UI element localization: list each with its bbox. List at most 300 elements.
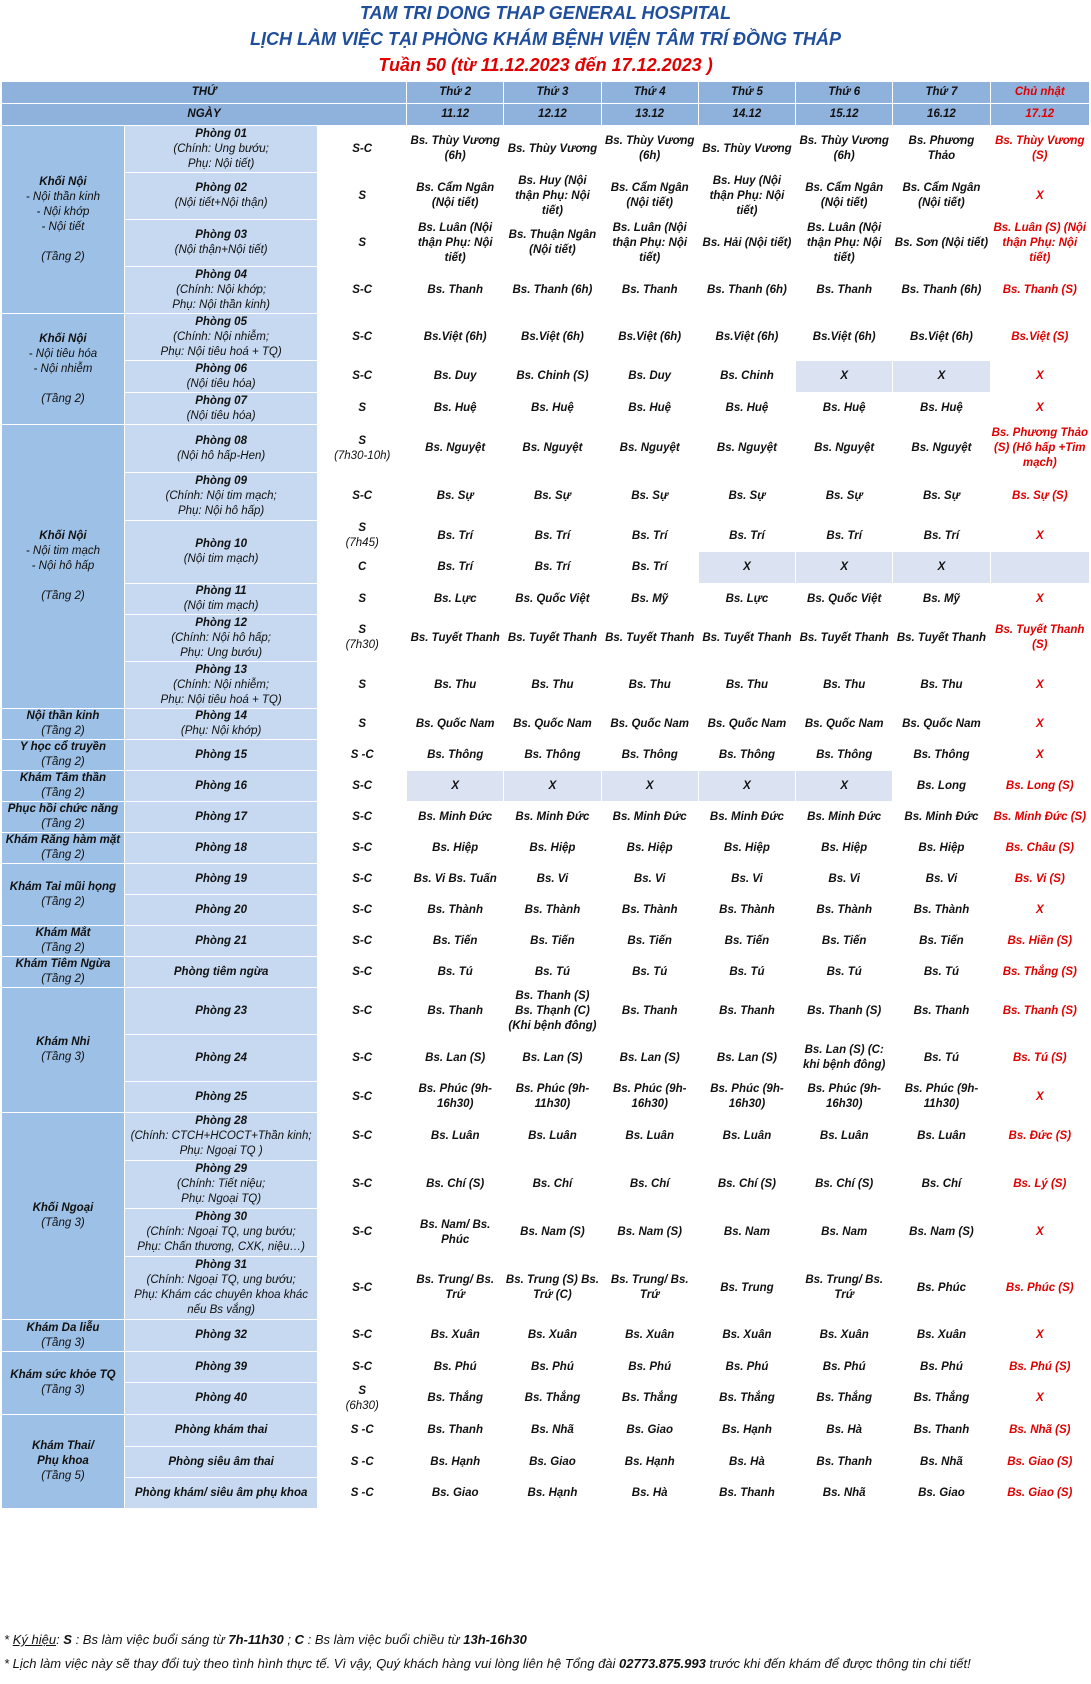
room-name: Phòng 11 bbox=[195, 585, 247, 597]
doctor-name: Bs. Thùy Vương (6h) bbox=[604, 135, 695, 162]
doctor-name: X bbox=[1035, 189, 1044, 202]
doctor-cell bbox=[504, 220, 601, 267]
doctor-cell bbox=[796, 1113, 893, 1161]
room-cell bbox=[124, 662, 317, 709]
doctor-name: Bs. Xuân bbox=[722, 1329, 772, 1341]
sunday-doctor-cell bbox=[990, 220, 1089, 267]
doctor-cell bbox=[698, 1257, 795, 1320]
doctor-cell bbox=[601, 361, 698, 393]
shift-cell: S -C bbox=[318, 1415, 407, 1447]
doctor-name: Bs. Phúc (9h-16h30) bbox=[710, 1083, 784, 1110]
shift-cell: S bbox=[318, 709, 407, 740]
doctor-name: Bs. Quốc Nam bbox=[415, 717, 495, 730]
doctor-name: Bs.Việt (6h) bbox=[423, 330, 487, 343]
doctor-cell bbox=[407, 220, 504, 267]
doctor-cell bbox=[796, 267, 893, 314]
doctor-cell bbox=[796, 126, 893, 173]
shift-cell: S-C bbox=[318, 126, 407, 173]
doctor-name: Bs. Sự bbox=[631, 490, 669, 502]
doctor-name: X bbox=[840, 779, 849, 792]
doctor-cell bbox=[893, 173, 990, 220]
department-name: Nội thần kinh bbox=[26, 710, 100, 722]
doctor-cell bbox=[796, 173, 893, 220]
doctor-cell bbox=[698, 1415, 795, 1447]
sunday-doctor-cell bbox=[990, 1415, 1089, 1447]
room-name: Phòng 29 bbox=[195, 1163, 247, 1175]
doctor-name: Bs. Huệ bbox=[725, 402, 769, 414]
doctor-cell bbox=[698, 173, 795, 220]
day-label: Thứ 6 bbox=[796, 82, 893, 104]
doctor-cell bbox=[698, 584, 795, 615]
doctor-cell bbox=[698, 267, 795, 314]
doctor-cell bbox=[698, 1209, 795, 1257]
doctor-name: Bs. Cẩm Ngân (Nội tiết) bbox=[610, 182, 689, 209]
doctor-cell bbox=[796, 833, 893, 864]
shift-cell: S-C bbox=[318, 833, 407, 864]
doctor-name: Bs. Phú bbox=[822, 1360, 866, 1373]
doctor-cell bbox=[601, 126, 698, 173]
schedule-row bbox=[2, 173, 1090, 220]
doctor-name: X bbox=[937, 561, 946, 573]
doctor-cell bbox=[407, 425, 504, 473]
department-cell bbox=[2, 740, 125, 771]
sunday-doctor-cell bbox=[990, 833, 1089, 864]
room-cell bbox=[124, 314, 317, 361]
doctor-cell bbox=[407, 1352, 504, 1383]
doctor-name: Bs. Luân bbox=[722, 1130, 772, 1142]
doctor-cell bbox=[504, 1478, 601, 1509]
doctor-cell bbox=[601, 552, 698, 584]
doctor-cell bbox=[698, 425, 795, 473]
date-label: 12.12 bbox=[504, 104, 601, 126]
sunday-doctor-cell bbox=[990, 926, 1089, 957]
doctor-name: X bbox=[743, 779, 751, 792]
room-specialty: (Nội tiêu hóa) bbox=[186, 409, 256, 422]
department-name: Khám Tiêm Ngừa bbox=[15, 958, 111, 970]
doctor-cell bbox=[796, 314, 893, 361]
doctor-name: Bs. Nguyệt bbox=[425, 442, 486, 454]
doctor-name: Bs. Minh Đức bbox=[418, 810, 493, 823]
note-text: trước khi đến khám để được thông tin chi tiết! bbox=[705, 1656, 971, 1671]
doctor-cell bbox=[407, 1161, 504, 1209]
room-name: Phòng 19 bbox=[195, 872, 247, 885]
doctor-cell bbox=[504, 1161, 601, 1209]
doctor-name: Bs. Thu bbox=[823, 678, 866, 691]
schedule-row bbox=[2, 709, 1090, 740]
doctor-cell bbox=[893, 771, 990, 802]
room-name: Phòng khám/ siêu âm phụ khoa bbox=[134, 1486, 308, 1499]
doctor-name: Bs. Hiệp bbox=[918, 841, 965, 854]
doctor-name: X bbox=[645, 779, 654, 792]
room-cell bbox=[124, 709, 317, 740]
room-name: Phòng 10 bbox=[195, 538, 247, 550]
doctor-cell bbox=[698, 1035, 795, 1082]
doctor-name: Bs. Phương Thảo (S) (Hô hấp +Tim mạch) bbox=[991, 427, 1088, 469]
room-cell bbox=[124, 584, 317, 615]
date-label-sunday: 17.12 bbox=[990, 104, 1089, 126]
department-name: Khám Da liễu bbox=[26, 1321, 100, 1334]
doctor-cell bbox=[504, 1352, 601, 1383]
doctor-name: Bs. Tuyết Thanh (S) bbox=[995, 624, 1085, 651]
doctor-name: Bs. Thành bbox=[427, 903, 483, 916]
room-cell bbox=[124, 957, 317, 988]
doctor-name: Bs. Phú bbox=[531, 1360, 574, 1373]
room-specialty: (Chính: Nội khớp; Phụ: Nội thần kinh) bbox=[172, 283, 271, 311]
doctor-cell bbox=[698, 1113, 795, 1161]
doctor-cell bbox=[407, 895, 504, 926]
room-cell bbox=[124, 615, 317, 662]
doctor-name: Bs. Hiệp bbox=[529, 841, 576, 854]
day-label: Thứ 7 bbox=[893, 82, 990, 104]
doctor-cell bbox=[796, 361, 893, 393]
doctor-cell bbox=[698, 926, 795, 957]
doctor-name: Bs. Nhã (S) bbox=[1009, 1424, 1071, 1436]
hotline-number[interactable]: 02773.875.993 bbox=[619, 1656, 706, 1671]
doctor-name: Bs. Luân bbox=[430, 1130, 480, 1142]
doctor-name: Bs. Luân bbox=[625, 1130, 674, 1142]
doctor-name: X bbox=[1035, 1226, 1044, 1238]
doctor-name: Bs. Phú bbox=[628, 1360, 672, 1373]
room-specialty: (Nội tim mạch) bbox=[183, 553, 259, 565]
schedule-row bbox=[2, 521, 1090, 552]
doctor-cell bbox=[893, 126, 990, 173]
shift-cell: S-C bbox=[318, 1113, 407, 1161]
doctor-name: Bs. Giao bbox=[529, 1455, 576, 1468]
schedule-row bbox=[2, 473, 1090, 521]
doctor-name: Bs. Tú bbox=[729, 965, 765, 978]
doctor-name: Bs. Thắng (S) bbox=[1002, 965, 1077, 978]
doctor-name: Bs. Luân (Nội thận Phụ: Nội tiết) bbox=[806, 221, 882, 264]
doctor-name: Bs. Mỹ bbox=[631, 592, 669, 605]
doctor-cell bbox=[796, 1352, 893, 1383]
doctor-cell bbox=[504, 709, 601, 740]
department-name: Khối Nội bbox=[39, 332, 87, 345]
afternoon-hours: 13h-16h30 bbox=[463, 1632, 527, 1647]
doctor-name: Bs. Luân (Nội thận Phụ: Nội tiết) bbox=[417, 221, 493, 264]
department-detail: - Nội thần kinh - Nội khớp - Nội tiết (Tầng 2) bbox=[25, 190, 101, 263]
doctor-name: X bbox=[1035, 592, 1044, 605]
schedule-row bbox=[2, 1082, 1090, 1113]
doctor-cell bbox=[796, 740, 893, 771]
legend-label: Ký hiệu bbox=[12, 1632, 57, 1647]
doctor-cell bbox=[601, 1209, 698, 1257]
doctor-cell bbox=[893, 473, 990, 521]
doctor-cell bbox=[698, 833, 795, 864]
doctor-name: Bs. Chí bbox=[532, 1178, 573, 1190]
doctor-name: Bs. Nhã bbox=[531, 1424, 574, 1436]
shift-cell: S-C bbox=[318, 1320, 407, 1352]
doctor-cell bbox=[893, 267, 990, 314]
note-star: * bbox=[4, 1632, 10, 1647]
department-detail: (Tầng 2) bbox=[41, 942, 85, 954]
doctor-cell bbox=[893, 1415, 990, 1447]
department-detail: (Tầng 5) bbox=[41, 1470, 85, 1482]
schedule-row bbox=[2, 895, 1090, 926]
doctor-name: Bs. Trí bbox=[631, 529, 668, 542]
doctor-cell bbox=[601, 220, 698, 267]
department-name: Khám Răng hàm mặt bbox=[5, 834, 121, 846]
doctor-cell bbox=[407, 584, 504, 615]
department-detail: (Tầng 3) bbox=[41, 1217, 85, 1229]
doctor-name: Bs. Minh Đức bbox=[515, 810, 590, 823]
doctor-cell bbox=[407, 126, 504, 173]
department-cell bbox=[2, 771, 125, 802]
doctor-name: Bs. Thùy Vương (S) bbox=[995, 135, 1085, 162]
schedule-row bbox=[2, 220, 1090, 267]
doctor-name: Bs. Sự bbox=[728, 490, 766, 502]
doctor-name: Bs. Phúc bbox=[916, 1281, 967, 1294]
doctor-name: Bs. Nhã bbox=[920, 1455, 963, 1468]
doctor-cell bbox=[601, 314, 698, 361]
room-specialty: (Chính: Nội tim mạch; Phụ: Nội hô hấp) bbox=[165, 490, 277, 517]
sunday-doctor-cell bbox=[990, 1257, 1089, 1320]
doctor-cell bbox=[601, 1383, 698, 1415]
doctor-name: Bs. Chí (S) bbox=[815, 1178, 874, 1190]
col-thu-label: THỨ bbox=[2, 82, 407, 104]
doctor-cell bbox=[796, 957, 893, 988]
doctor-cell bbox=[698, 1447, 795, 1478]
doctor-name: Bs. Huy (Nội thận Phụ: Nội tiết) bbox=[709, 174, 785, 217]
room-cell bbox=[124, 521, 317, 584]
doctor-name: Bs. Thu bbox=[531, 678, 574, 691]
department-detail: (Tầng 3) bbox=[41, 1051, 85, 1063]
doctor-cell bbox=[504, 552, 601, 584]
room-name: Phòng 25 bbox=[195, 1090, 247, 1103]
doctor-cell bbox=[796, 425, 893, 473]
doctor-name: Bs. Hạnh bbox=[624, 1455, 675, 1468]
room-cell bbox=[124, 393, 317, 425]
doctor-cell bbox=[407, 1209, 504, 1257]
doctor-name: Bs. Thanh (S) bbox=[1002, 1004, 1077, 1017]
sunday-doctor-cell bbox=[990, 1035, 1089, 1082]
doctor-name: Bs. Thắng bbox=[816, 1392, 872, 1404]
doctor-cell bbox=[698, 1320, 795, 1352]
doctor-name: Bs. Nam (S) bbox=[909, 1226, 974, 1238]
room-specialty: (Nội tiêu hóa) bbox=[186, 377, 256, 390]
note-text: : Bs làm việc buổi chiều từ bbox=[303, 1632, 464, 1647]
shift-cell: S-C bbox=[318, 771, 407, 802]
doctor-name: Bs. Thắng bbox=[913, 1392, 970, 1404]
doctor-cell bbox=[407, 267, 504, 314]
doctor-cell bbox=[601, 771, 698, 802]
doctor-name: Bs. Phúc (9h-11h30) bbox=[904, 1083, 979, 1110]
room-name: Phòng 21 bbox=[195, 934, 247, 947]
doctor-cell bbox=[893, 552, 990, 584]
doctor-name: Bs. Tiến bbox=[724, 934, 770, 947]
doctor-name: Bs. Đức (S) bbox=[1008, 1130, 1072, 1142]
room-name: Phòng 03 bbox=[195, 229, 247, 241]
doctor-name: Bs. Long bbox=[916, 779, 967, 792]
doctor-name: Bs. Tú bbox=[923, 965, 959, 978]
date-label: 16.12 bbox=[893, 104, 990, 126]
note-text: : Bs làm việc buổi sáng từ bbox=[71, 1632, 229, 1647]
doctor-name: Bs. Trí bbox=[923, 529, 960, 542]
doctor-name: Bs. Thành bbox=[719, 903, 775, 916]
sunday-doctor-cell bbox=[990, 1113, 1089, 1161]
doctor-cell bbox=[601, 957, 698, 988]
schedule-row bbox=[2, 615, 1090, 662]
doctor-cell bbox=[796, 1082, 893, 1113]
doctor-cell bbox=[698, 709, 795, 740]
doctor-cell bbox=[893, 521, 990, 552]
doctor-name: Bs. Phương Thảo bbox=[908, 135, 975, 162]
doctor-name: Bs. Chinh bbox=[720, 370, 774, 382]
sunday-doctor-cell bbox=[990, 740, 1089, 771]
shift-cell: S-C bbox=[318, 864, 407, 895]
room-name: Phòng 23 bbox=[195, 1004, 247, 1017]
doctor-cell bbox=[698, 771, 795, 802]
sunday-doctor-cell bbox=[990, 314, 1089, 361]
doctor-name: Bs. Trung/ Bs. Trứ bbox=[805, 1274, 884, 1301]
contact-note bbox=[4, 1652, 1088, 1676]
doctor-name: Bs. Thu bbox=[628, 678, 671, 691]
doctor-name: Bs. Thông bbox=[816, 748, 873, 761]
shift-cell: S-C bbox=[318, 473, 407, 521]
week-range: Tuần 50 (từ 11.12.2023 đến 17.12.2023 ) bbox=[378, 55, 713, 75]
department-cell bbox=[2, 126, 125, 314]
doctor-name: Bs. Minh Đức bbox=[904, 810, 979, 823]
doctor-name: Bs. Phúc (9h-16h30) bbox=[612, 1083, 687, 1110]
room-specialty: (Chính: CTCH+HCOCT+Thần kinh; Phụ: Ngoại TQ ) bbox=[130, 1130, 312, 1157]
shift-cell: S bbox=[318, 220, 407, 267]
doctor-cell bbox=[407, 1082, 504, 1113]
doctor-name: Bs. Thông bbox=[718, 748, 776, 761]
doctor-cell bbox=[796, 1447, 893, 1478]
doctor-name: Bs. Quốc Việt bbox=[515, 592, 590, 605]
sunday-doctor-cell bbox=[990, 584, 1089, 615]
doctor-cell bbox=[893, 361, 990, 393]
doctor-name: X bbox=[548, 779, 557, 792]
room-name: Phòng 06 bbox=[195, 362, 247, 375]
doctor-name: Bs. Nguyệt bbox=[716, 442, 777, 454]
doctor-cell bbox=[601, 425, 698, 473]
doctor-name: Bs. Sự bbox=[922, 490, 960, 502]
doctor-cell bbox=[407, 1113, 504, 1161]
shift-cell: S-C bbox=[318, 1209, 407, 1257]
doctor-name: Bs. Thanh bbox=[913, 1004, 970, 1017]
doctor-name: Bs. Lan (S) bbox=[522, 1051, 583, 1064]
doctor-cell bbox=[796, 1320, 893, 1352]
doctor-cell bbox=[407, 771, 504, 802]
doctor-name: Bs. Thanh (S) bbox=[1002, 283, 1077, 296]
department-detail: (Tầng 2) bbox=[41, 725, 85, 737]
room-name: Phòng 12 bbox=[195, 616, 247, 629]
schedule-row bbox=[2, 584, 1090, 615]
doctor-cell bbox=[601, 802, 698, 833]
doctor-name: Bs. Thanh (6h) bbox=[707, 283, 787, 296]
doctor-cell bbox=[893, 895, 990, 926]
doctor-name: Bs. Chinh (S) bbox=[516, 370, 589, 382]
sunday-doctor-cell bbox=[990, 709, 1089, 740]
doctor-cell bbox=[504, 1113, 601, 1161]
doctor-cell bbox=[893, 1161, 990, 1209]
shift-cell: S -C bbox=[318, 1447, 407, 1478]
doctor-name: Bs. Thanh (S) bbox=[807, 1004, 882, 1017]
doctor-name: Bs. Trí bbox=[534, 529, 571, 542]
date-label: 11.12 bbox=[407, 104, 504, 126]
doctor-cell bbox=[698, 740, 795, 771]
day-label: Thứ 3 bbox=[504, 82, 601, 104]
doctor-name: Bs. Phú bbox=[725, 1360, 769, 1373]
doctor-name: X bbox=[1035, 903, 1044, 916]
sunday-doctor-cell bbox=[990, 1447, 1089, 1478]
doctor-name: Bs. Giao (S) bbox=[1007, 1486, 1073, 1499]
room-cell bbox=[124, 1113, 317, 1161]
room-cell bbox=[124, 1209, 317, 1257]
schedule-row bbox=[2, 1209, 1090, 1257]
doctor-name: Bs. Thành bbox=[524, 903, 581, 916]
doctor-name: Bs. Vi bbox=[828, 872, 860, 885]
doctor-cell bbox=[504, 173, 601, 220]
room-name: Phòng 13 bbox=[195, 663, 247, 676]
department-detail: - Nội tiêu hóa - Nội nhiễm (Tầng 2) bbox=[28, 347, 98, 405]
schedule-row bbox=[2, 1383, 1090, 1415]
doctor-cell bbox=[893, 662, 990, 709]
doctor-name: Bs. Vi Bs. Tuấn bbox=[413, 872, 497, 885]
doctor-cell bbox=[504, 1415, 601, 1447]
doctor-name: Bs. Sự bbox=[533, 490, 571, 502]
doctor-name: Bs. Vi bbox=[731, 872, 763, 885]
shift-cell: C bbox=[318, 552, 407, 584]
doctor-name: Bs.Việt (6h) bbox=[618, 330, 682, 343]
doctor-cell bbox=[796, 584, 893, 615]
doctor-cell bbox=[698, 314, 795, 361]
doctor-name: Bs. Châu (S) bbox=[1005, 841, 1074, 854]
shift-cell: S-C bbox=[318, 957, 407, 988]
doctor-cell bbox=[893, 393, 990, 425]
doctor-cell bbox=[698, 864, 795, 895]
room-name: Phòng 16 bbox=[195, 779, 247, 792]
room-name: Phòng 08 bbox=[195, 434, 247, 447]
schedule-row bbox=[2, 740, 1090, 771]
room-name: Phòng 09 bbox=[195, 475, 247, 487]
schedule-title: LỊCH LÀM VIỆC TẠI PHÒNG KHÁM BỆNH VIỆN TÂM TRÍ ĐỒNG THÁP bbox=[250, 29, 841, 49]
doctor-name: Bs. Hà bbox=[826, 1424, 863, 1436]
doctor-name: Bs. Hiền (S) bbox=[1007, 934, 1073, 947]
room-cell bbox=[124, 1478, 317, 1509]
shift-cell: S -C bbox=[318, 740, 407, 771]
shift-cell: S-C bbox=[318, 267, 407, 314]
doctor-name: Bs. Lan (S) bbox=[619, 1051, 680, 1064]
doctor-cell bbox=[407, 802, 504, 833]
doctor-cell bbox=[504, 1320, 601, 1352]
doctor-name: Bs. Duy bbox=[628, 370, 672, 382]
doctor-cell bbox=[796, 709, 893, 740]
doctor-name: Bs. Xuân bbox=[819, 1329, 869, 1341]
doctor-name: Bs. Phú (S) bbox=[1009, 1360, 1071, 1373]
doctor-name: Bs. Phú bbox=[920, 1360, 963, 1373]
doctor-cell bbox=[407, 864, 504, 895]
doctor-cell bbox=[407, 552, 504, 584]
doctor-cell bbox=[601, 521, 698, 552]
doctor-name: Bs. Phúc (9h-11h30) bbox=[515, 1083, 590, 1110]
room-cell bbox=[124, 1415, 317, 1447]
doctor-cell bbox=[796, 521, 893, 552]
doctor-name: Bs. Tiến bbox=[919, 934, 964, 947]
sunday-doctor-cell bbox=[990, 173, 1089, 220]
doctor-name: Bs. Sự bbox=[436, 490, 474, 502]
doctor-cell bbox=[796, 393, 893, 425]
page-header bbox=[0, 0, 1091, 78]
room-name: Phòng 32 bbox=[195, 1329, 247, 1341]
doctor-name: Bs. Tuyết Thanh bbox=[605, 631, 695, 644]
doctor-cell bbox=[601, 267, 698, 314]
doctor-cell bbox=[796, 615, 893, 662]
doctor-name: Bs. Quốc Việt bbox=[807, 592, 882, 605]
doctor-cell bbox=[893, 615, 990, 662]
doctor-name: Bs. Thanh bbox=[816, 283, 872, 296]
sunday-doctor-cell bbox=[990, 802, 1089, 833]
